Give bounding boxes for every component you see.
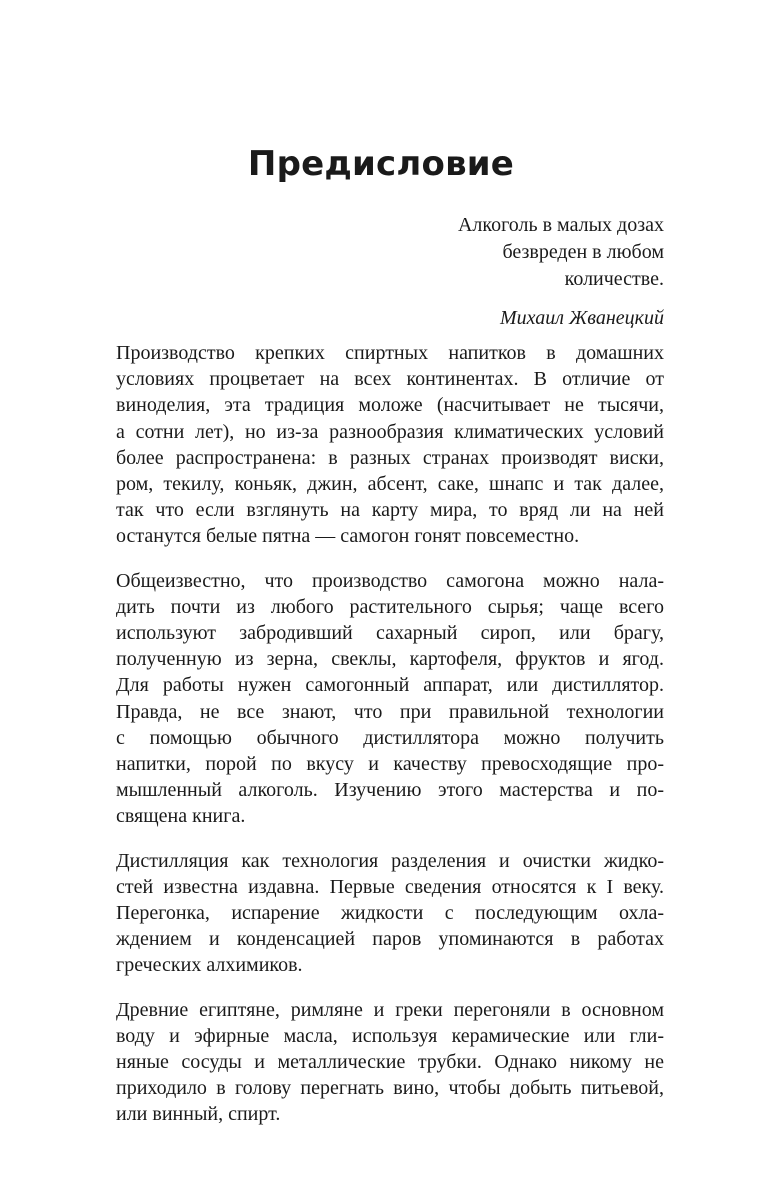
body-text	[116, 340, 664, 1146]
text-line: используют забродивший сахарный сироп, или брагу,	[116, 622, 664, 645]
epigraph-line: Алкоголь в малых дозах	[457, 214, 664, 236]
text-line: Производство крепких спиртных напитков в домашних	[116, 342, 664, 364]
text-line: а сотни лет), но из-за разнообразия климатических условий	[116, 420, 664, 443]
text-line: воду и эфирные масла, используя керамические или гли-	[116, 1024, 664, 1047]
text-line: так что если взглянуть на карту мира, то вряд ли на ней	[116, 499, 664, 522]
epigraph	[380, 212, 664, 332]
paragraph-3	[116, 848, 664, 979]
text-line: греческих алхимиков.	[116, 954, 303, 977]
text-line: ром, текилу, коньяк, джин, абсент, саке, шнапс и так далее,	[116, 473, 664, 496]
text-line: стей известна издавна. Первые сведения относятся к I веку.	[116, 875, 664, 898]
text-line: более распространена: в разных странах производят виски,	[116, 446, 664, 469]
text-line: священа книга.	[116, 805, 246, 828]
text-line: останутся белые пятна — самогон гонят повсеместно.	[116, 525, 580, 548]
text-line: Общеизвестно, что производство самогона можно нала-	[116, 569, 664, 592]
text-line: дить почти из любого растительного сырья; чаще всего	[116, 595, 664, 618]
text-line: полученную из зерна, свеклы, картофеля, фруктов и ягод.	[116, 648, 664, 671]
text-line: условиях процветает на всех континентах. В отличие от	[116, 368, 664, 391]
paragraph-4	[116, 997, 664, 1128]
text-line: напитки, порой по вкусу и качеству превосходящие про-	[116, 753, 664, 776]
text-line: с помощью обычного дистиллятора можно получить	[116, 726, 664, 749]
page-title: Предисловие	[247, 144, 515, 184]
text-line: Перегонка, испарение жидкости с последующим охла-	[116, 902, 664, 925]
text-line: виноделия, эта традиция моложе (насчитывает не тысячи,	[116, 394, 664, 417]
text-line: Для работы нужен самогонный аппарат, или дистиллятор.	[116, 674, 664, 697]
text-line: или винный, спирт.	[116, 1103, 281, 1126]
text-line: Дистилляция как технология разделения и очистки жидко-	[116, 849, 664, 872]
text-line: ждением и конденсацией паров упоминаются в работах	[116, 928, 664, 951]
text-line: приходило в голову перегнать вино, чтобы добыть питьевой,	[116, 1077, 664, 1100]
paragraph-1	[116, 340, 664, 550]
text-line: Правда, не все знают, что при правильной технологии	[116, 700, 664, 723]
text-line: Древние египтяне, римляне и греки перегоняли в основном	[116, 998, 664, 1021]
text-line: мышленный алкоголь. Изучению этого мастерства и по-	[116, 779, 664, 802]
epigraph-line: количестве.	[564, 268, 664, 290]
text-line: няные сосуды и металлические трубки. Однако никому не	[116, 1051, 664, 1074]
epigraph-line: безвреден в любом	[502, 241, 664, 263]
paragraph-2	[116, 568, 664, 830]
epigraph-author: Михаил Жванецкий	[499, 307, 664, 329]
